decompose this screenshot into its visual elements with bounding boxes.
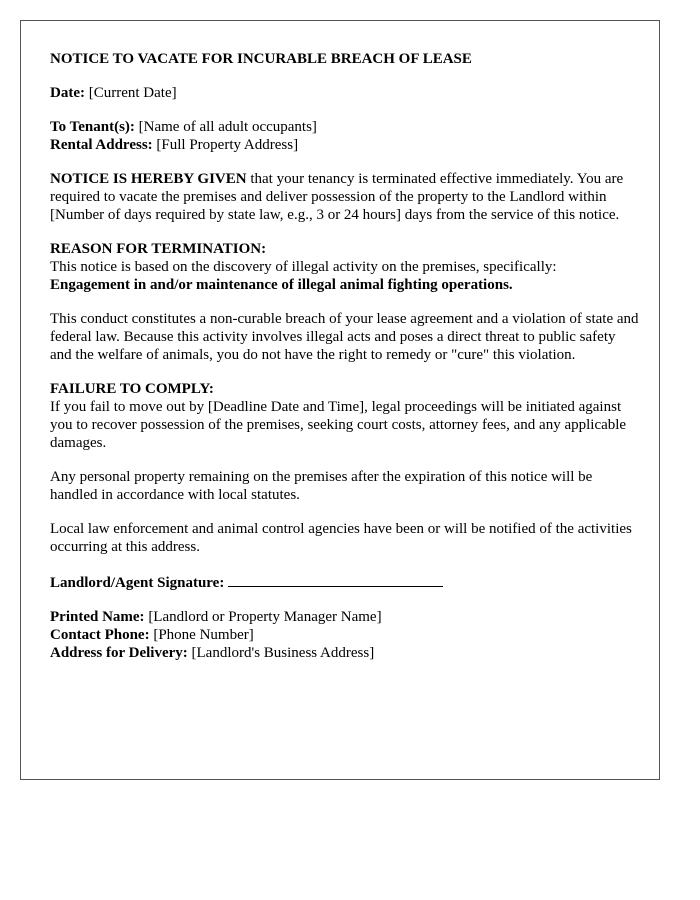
notice-paragraph <box>50 170 640 224</box>
reason-text: This notice is based on the discovery of illegal activity on the premises, specifically: <box>50 259 557 275</box>
date-value: [Current Date] <box>88 85 177 101</box>
reason-paragraph: This conduct constitutes a non-curable breach of your lease agreement and a violation of state and federal law. Because this activity involves illegal acts and poses a direct threat to public safety and the welfare of animals, you do not have the right to remedy or "cure" this violation. <box>50 311 639 363</box>
printed-name-value: [Landlord or Property Manager Name] <box>148 609 382 625</box>
delivery-address-line <box>50 644 640 662</box>
printed-name-line <box>50 608 640 626</box>
printed-name-label: Printed Name: <box>50 609 145 625</box>
tenant-label: To Tenant(s): <box>50 119 135 135</box>
reason-section <box>50 240 640 294</box>
signature-field[interactable] <box>228 572 443 587</box>
failure-text: If you fail to move out by [Deadline Date and Time], legal proceedings will be initiated against you to recover possession of the premises, seeking court costs, attorney fees, and any applicable damages. <box>50 399 627 451</box>
failure-section <box>50 380 640 452</box>
contact-phone-line <box>50 626 640 644</box>
delivery-address-label: Address for Delivery: <box>50 645 188 661</box>
rental-address-line <box>50 136 640 154</box>
law-enforcement-paragraph: Local law enforcement and animal control agencies have been or will be notified of the activities occurring at this address. <box>50 521 632 555</box>
date-line <box>50 84 640 102</box>
tenant-value: [Name of all adult occupants] <box>138 119 317 135</box>
notice-text: that your tenancy is terminated effective immediately. You are required to vacate the premises and deliver possession of the property to the Landlord within [Number of days required by state law, e.g., 3 or 24 hours] days from the service of this notice. <box>50 171 624 223</box>
reason-heading: REASON FOR TERMINATION: <box>50 241 267 257</box>
landlord-info-block <box>50 608 640 662</box>
contact-phone-value: [Phone Number] <box>153 627 254 643</box>
rental-address-label: Rental Address: <box>50 137 153 153</box>
signature-line <box>50 572 640 592</box>
rental-address-value: [Full Property Address] <box>156 137 299 153</box>
failure-heading: FAILURE TO COMPLY: <box>50 381 214 397</box>
signature-label: Landlord/Agent Signature: <box>50 575 225 591</box>
delivery-address-value: [Landlord's Business Address] <box>191 645 375 661</box>
contact-phone-label: Contact Phone: <box>50 627 150 643</box>
document-body <box>50 50 640 678</box>
tenant-line <box>50 118 640 136</box>
document-title: NOTICE TO VACATE FOR INCURABLE BREACH OF LEASE <box>50 51 472 67</box>
notice-lead: NOTICE IS HEREBY GIVEN <box>50 171 247 187</box>
personal-property-paragraph: Any personal property remaining on the premises after the expiration of this notice will be handled in accordance with local statutes. <box>50 469 593 503</box>
date-label: Date: <box>50 85 85 101</box>
tenant-block <box>50 118 640 154</box>
reason-specific: Engagement in and/or maintenance of illegal animal fighting operations. <box>50 277 513 293</box>
document-page <box>20 20 660 780</box>
